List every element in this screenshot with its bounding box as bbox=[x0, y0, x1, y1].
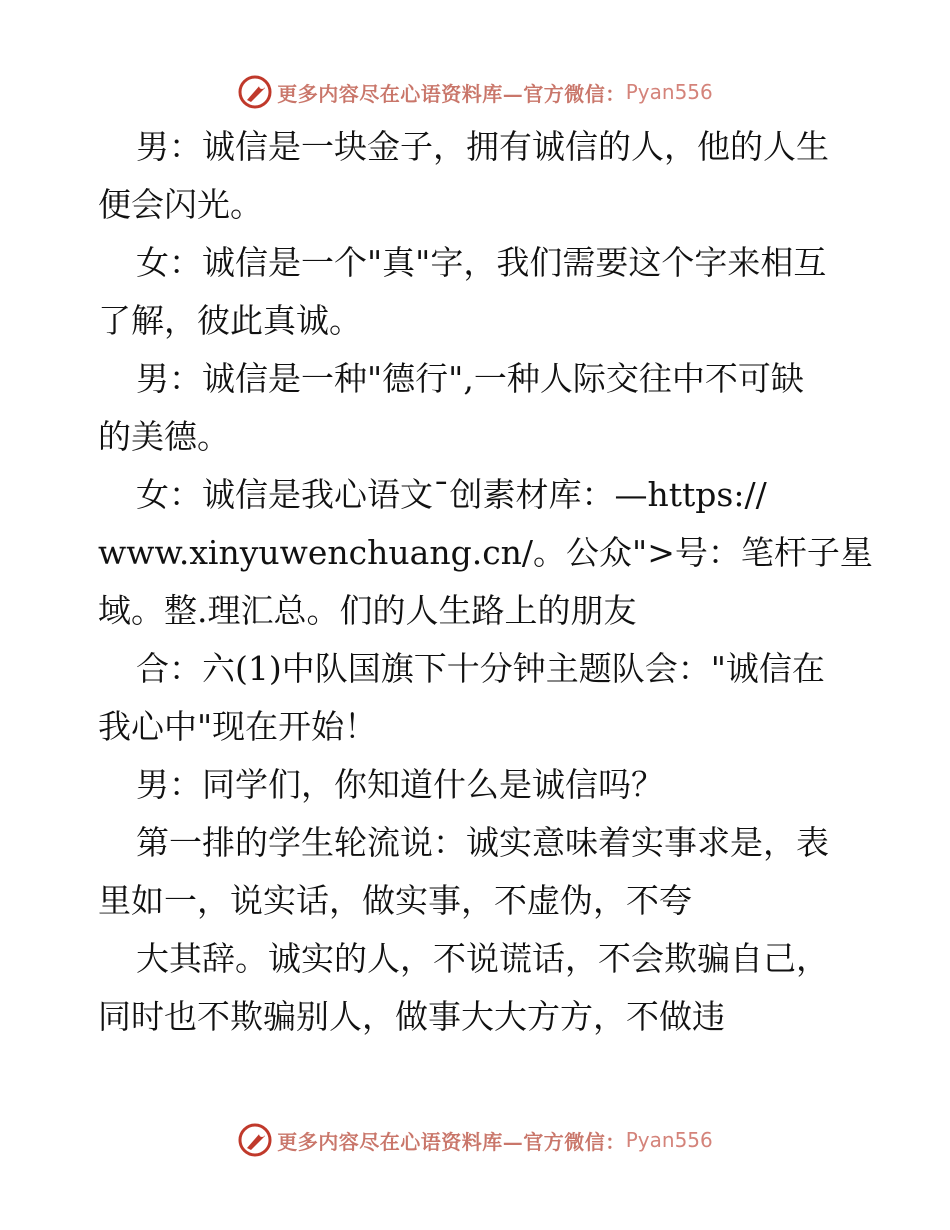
paragraph-together bbox=[98, 640, 858, 756]
paragraph-male-1 bbox=[98, 118, 858, 234]
watermark-banner-bottom bbox=[0, 1120, 950, 1160]
paragraph-students-2 bbox=[98, 930, 858, 1046]
text-line: 的美德。 bbox=[98, 417, 230, 456]
text-line: 女：诚信是一个"真"字，我们需要这个字来相互 bbox=[136, 243, 827, 282]
paragraph-students-1 bbox=[98, 814, 858, 930]
text-line: 女：诚信是我心语文¯创素材库：—https:// bbox=[136, 475, 767, 514]
text-line: 第一排的学生轮流说：诚实意味着实事求是，表 bbox=[136, 823, 829, 862]
text-line: www.xinyuwenchuang.cn/。公众">号：笔杆子星 bbox=[98, 533, 873, 572]
text-line: 男：诚信是一块金子，拥有诚信的人，他的人生 bbox=[136, 127, 829, 166]
text-line: 男：诚信是一种"德行",一种人际交往中不可缺 bbox=[136, 359, 804, 398]
watermark-banner-top bbox=[0, 72, 950, 112]
document-body bbox=[98, 118, 873, 1046]
fountain-pen-logo-icon bbox=[237, 1122, 273, 1158]
text-line: 了解，彼此真诚。 bbox=[98, 301, 362, 340]
watermark-text: 更多内容尽在心语资料库—官方微信： bbox=[277, 1129, 626, 1154]
watermark-wechat-id: Pyan556 bbox=[625, 80, 713, 104]
paragraph-female-2 bbox=[98, 466, 873, 640]
text-line: 男：同学们，你知道什么是诚信吗？ bbox=[136, 765, 664, 804]
fountain-pen-logo-icon bbox=[237, 74, 273, 110]
text-line: 我心中"现在开始！ bbox=[98, 707, 378, 746]
text-line: 便会闪光。 bbox=[98, 185, 263, 224]
paragraph-male-2 bbox=[98, 350, 858, 466]
text-line: 里如一，说实话，做实事，不虚伪，不夸 bbox=[98, 881, 692, 920]
watermark-text: 更多内容尽在心语资料库—官方微信： bbox=[277, 81, 626, 106]
paragraph-male-3 bbox=[98, 756, 858, 814]
text-line: 同时也不欺骗别人，做事大大方方，不做违 bbox=[98, 997, 725, 1036]
text-line: 大其辞。诚实的人，不说谎话，不会欺骗自己， bbox=[136, 939, 829, 978]
text-line: 域。整.理汇总。们的人生路上的朋友 bbox=[98, 591, 637, 630]
paragraph-female-1 bbox=[98, 234, 858, 350]
watermark-wechat-id: Pyan556 bbox=[625, 1128, 713, 1152]
text-line: 合：六(1)中队国旗下十分钟主题队会："诚信在 bbox=[136, 649, 825, 688]
